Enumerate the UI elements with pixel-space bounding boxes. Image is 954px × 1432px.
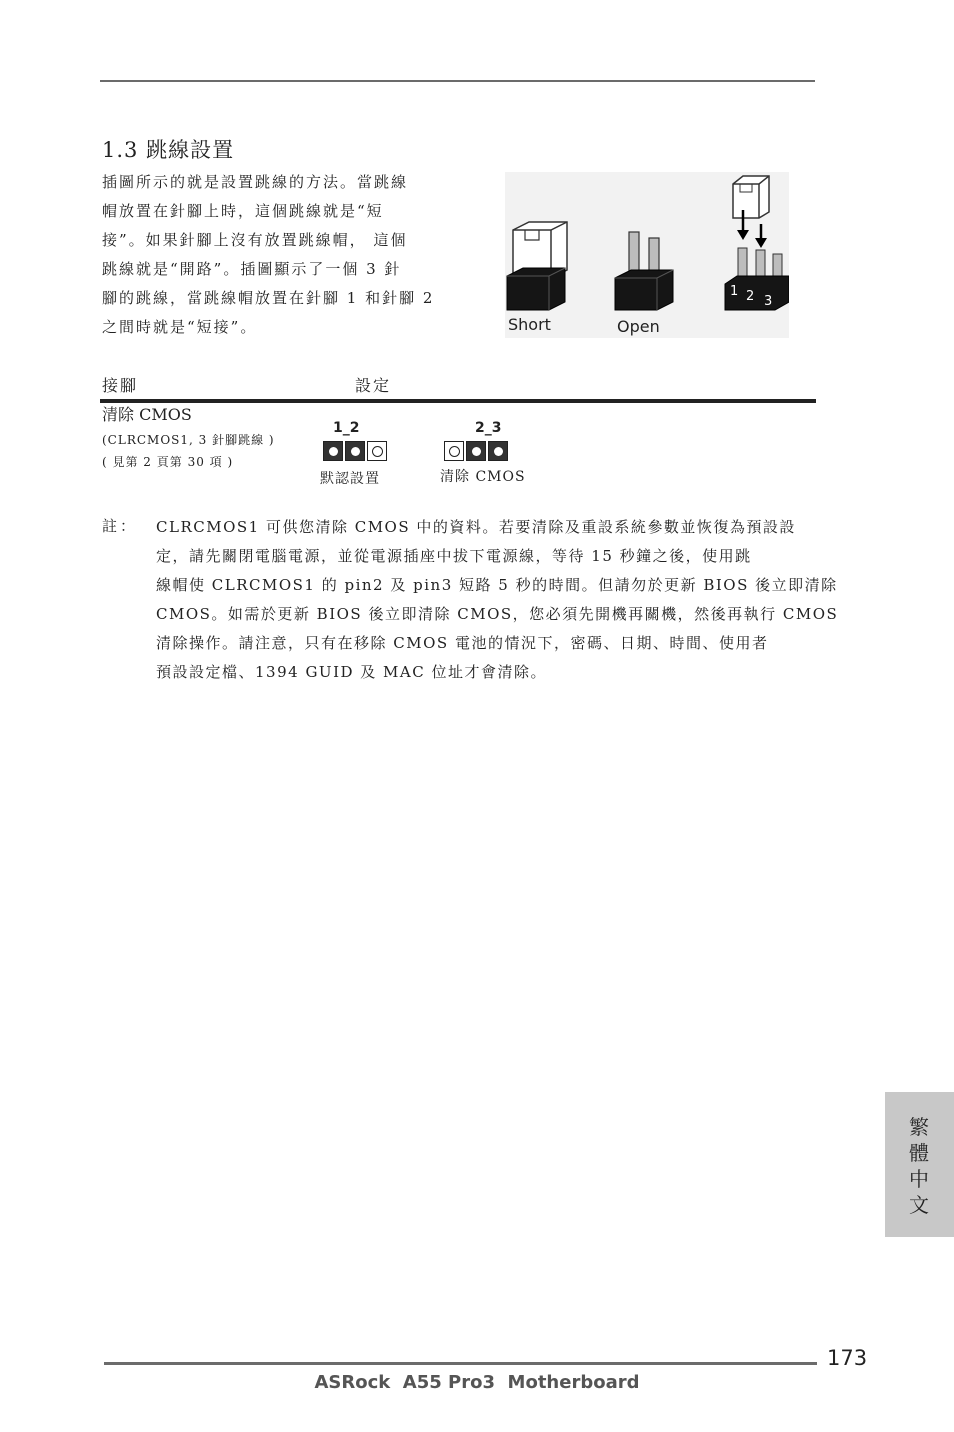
footer-divider — [104, 1362, 817, 1365]
pin-closed — [488, 441, 508, 461]
setting-1-caption: 默認設置 — [320, 471, 380, 487]
language-tab — [885, 1092, 954, 1237]
pin-diagram-default — [323, 441, 387, 461]
language-tab-label: 繁體中文 — [909, 1115, 929, 1217]
jumper-illustration — [505, 172, 789, 338]
short-label: Short — [508, 315, 551, 334]
jumper-id: (CLRCMOS1, 3 針腳跳線 ) — [102, 433, 275, 447]
table-header-jumper: 接腳 — [102, 376, 139, 395]
intro-line: 跳線就是“開路”。插圖顯示了一個 3 針 — [102, 260, 402, 278]
note-line: CLRCMOS1 可供您清除 CMOS 中的資料。若要清除及重設系統參數並恢復為預設設 — [156, 518, 796, 536]
intro-paragraph — [102, 168, 474, 342]
intro-line: 帽放置在針腳上時，這個跳線就是“短 — [102, 202, 384, 220]
note-line: CMOS。如需於更新 BIOS 後立即清除 CMOS，您必須先開機再關機，然後再執行 CMOS — [156, 605, 839, 623]
jumper-name: 清除 CMOS — [102, 405, 192, 424]
note-label: 註： — [102, 517, 139, 535]
intro-line: 之間時就是“短接”。 — [102, 318, 258, 336]
open-jumper-graphic — [615, 232, 673, 310]
pin-number-1: 1 — [730, 284, 739, 299]
setting-1-label: 1_2 — [333, 420, 360, 436]
pin-open — [367, 441, 387, 461]
note-line: 定，請先關閉電腦電源，並從電源插座中拔下電源線，等待 15 秒鐘之後，使用跳 — [156, 547, 752, 565]
page-number: 173 — [827, 1346, 868, 1370]
pin-number-2: 2 — [746, 289, 755, 304]
intro-line: 腳的跳線，當跳線帽放置在針腳 1 和針腳 2 — [102, 289, 435, 307]
open-label: Open — [617, 317, 660, 336]
jumper-reference: ( 見第 2 頁第 30 項 ) — [102, 455, 234, 469]
pin-closed — [466, 441, 486, 461]
pin-closed — [345, 441, 365, 461]
short-jumper-graphic — [507, 222, 567, 310]
note-line: 線帽使 CLRCMOS1 的 pin2 及 pin3 短路 5 秒的時間。但請勿於更新 BIOS 後立即清除 — [156, 576, 838, 594]
table-header-setting: 設定 — [355, 376, 392, 395]
footer-title: ASRock A55 Pro3 Motherboard — [314, 1372, 640, 1393]
setting-2-label: 2_3 — [475, 420, 502, 436]
top-divider — [100, 80, 815, 82]
setting-2-caption: 清除 CMOS — [440, 469, 526, 485]
pin-open — [444, 441, 464, 461]
jumper-illustration-graphic — [505, 172, 789, 338]
intro-line: 插圖所示的就是設置跳線的方法。當跳線 — [102, 173, 409, 191]
note-line: 預設設定檔、1394 GUID 及 MAC 位址才會清除。 — [156, 663, 547, 681]
intro-line: 接”。如果針腳上沒有放置跳線帽， 這個 — [102, 231, 408, 249]
pin-closed — [323, 441, 343, 461]
note-paragraph — [156, 513, 839, 687]
table-header-divider — [100, 399, 816, 403]
pin-number-3: 3 — [764, 294, 773, 309]
pin-diagram-clear-cmos — [444, 441, 508, 461]
note-line: 清除操作。請注意，只有在移除 CMOS 電池的情況下，密碼、日期、時間、使用者 — [156, 634, 769, 652]
section-title: 1.3 跳線設置 — [102, 138, 235, 162]
